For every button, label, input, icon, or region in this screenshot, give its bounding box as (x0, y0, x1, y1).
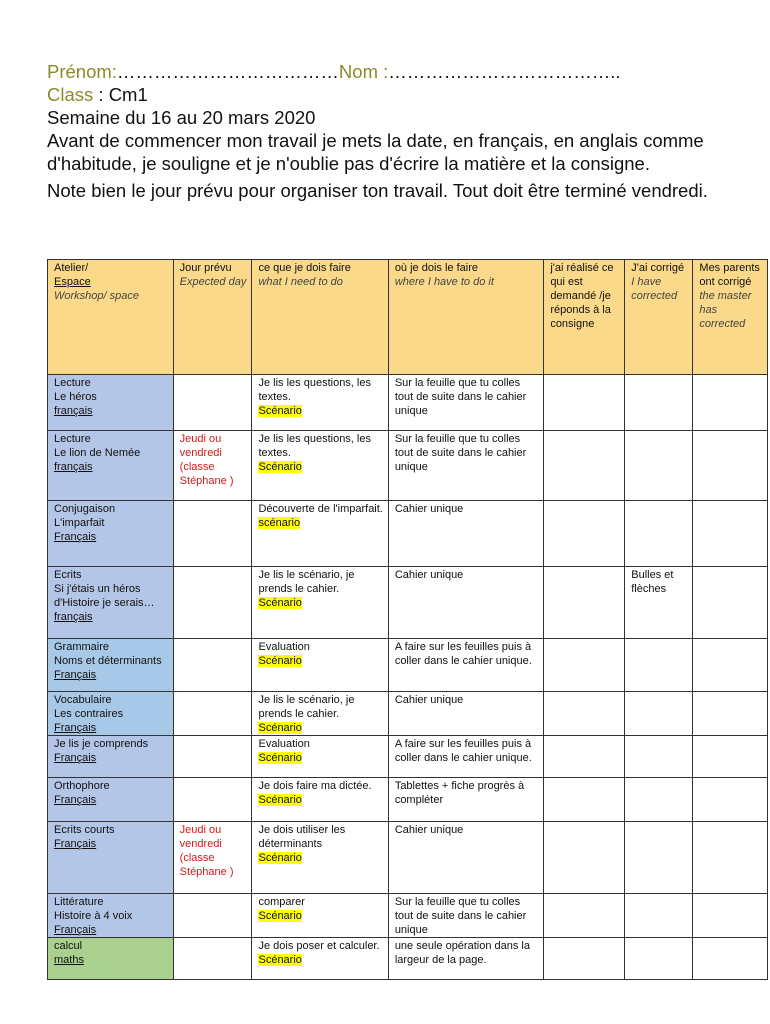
scenario-tag: Scénario (258, 752, 302, 764)
workshop-label: L'imparfait (54, 517, 105, 529)
parents-corrected-cell[interactable] (693, 567, 768, 639)
table-row (48, 639, 768, 692)
workshop-cell (48, 894, 174, 938)
subject-label: Français (54, 794, 97, 806)
where-cell: une seule opération dans la largeur de la page. (388, 938, 544, 980)
subject-label: Français (54, 924, 97, 936)
day-cell (173, 639, 252, 692)
header-where: où je dois le faire where I have to do it (388, 260, 544, 375)
table-row (48, 501, 768, 567)
todo-cell (252, 431, 388, 501)
header-todo: ce que je dois faire what I need to do (252, 260, 388, 375)
corrected-cell[interactable] (625, 778, 693, 822)
table-row (48, 938, 768, 980)
where-cell: A faire sur les feuilles puis à coller dans le cahier unique. (388, 736, 544, 778)
scenario-tag: Scénario (258, 910, 302, 922)
workshop-cell (48, 375, 174, 431)
todo-text: Découverte de l'imparfait. (258, 503, 383, 515)
where-cell: Tablettes + fiche progrès à compléter (388, 778, 544, 822)
worksheet-header (47, 60, 737, 202)
subject-label: français (54, 611, 93, 623)
todo-text: Evaluation (258, 641, 310, 653)
table-row (48, 778, 768, 822)
where-cell: Sur la feuille que tu colles tout de suite dans le cahier unique (388, 431, 544, 501)
workshop-label: Littérature (54, 896, 104, 908)
corrected-cell[interactable] (625, 431, 693, 501)
todo-cell (252, 501, 388, 567)
done-check-cell[interactable] (544, 501, 625, 567)
table-row (48, 822, 768, 894)
corrected-cell[interactable] (625, 938, 693, 980)
table-row (48, 375, 768, 431)
header-parents: Mes parents ont corrigé the master has corrected (693, 260, 768, 375)
todo-cell (252, 938, 388, 980)
todo-cell (252, 894, 388, 938)
day-cell: Jeudi ou vendredi (classe Stéphane ) (173, 822, 252, 894)
prenom-field[interactable]: ……………………………… (116, 61, 339, 82)
done-check-cell[interactable] (544, 692, 625, 736)
parents-corrected-cell[interactable] (693, 778, 768, 822)
parents-corrected-cell[interactable] (693, 938, 768, 980)
subject-label: Français (54, 722, 97, 734)
todo-cell (252, 375, 388, 431)
prenom-label: Prénom: (47, 61, 117, 82)
workshop-label: Vocabulaire (54, 694, 112, 706)
todo-cell (252, 692, 388, 736)
done-check-cell[interactable] (544, 778, 625, 822)
subject-label: Français (54, 531, 97, 543)
parents-corrected-cell[interactable] (693, 822, 768, 894)
subject-label: français (54, 461, 93, 473)
corrected-cell[interactable] (625, 639, 693, 692)
name-line (47, 60, 737, 83)
parents-corrected-cell[interactable] (693, 431, 768, 501)
day-cell (173, 375, 252, 431)
class-line (47, 83, 737, 106)
workshop-label: Le lion de Nemée (54, 447, 141, 459)
day-cell (173, 894, 252, 938)
done-check-cell[interactable] (544, 938, 625, 980)
day-cell (173, 938, 252, 980)
intro-paragraph: Avant de commencer mon travail je mets la date, en français, en anglais comme d'habitude, je souligne et je n'oublie pas d'écrire la matière et la consigne. (47, 130, 704, 174)
where-cell: Sur la feuille que tu colles tout de suite dans le cahier unique (388, 894, 544, 938)
todo-text: Je dois faire ma dictée. (258, 780, 372, 792)
workshop-label: Ecrits courts (54, 824, 115, 836)
subject-label: Français (54, 752, 97, 764)
corrected-cell[interactable] (625, 375, 693, 431)
week-line: Semaine du 16 au 20 mars 2020 (47, 107, 316, 128)
corrected-cell[interactable] (625, 692, 693, 736)
done-check-cell[interactable] (544, 431, 625, 501)
workshop-label: Le héros (54, 391, 97, 403)
parents-corrected-cell[interactable] (693, 501, 768, 567)
table-row (48, 567, 768, 639)
workshop-label: Noms et déterminants (54, 655, 162, 667)
where-cell: Cahier unique (388, 822, 544, 894)
class-separator: : (93, 84, 109, 105)
corrected-cell[interactable] (625, 894, 693, 938)
todo-cell (252, 639, 388, 692)
workshop-cell (48, 938, 174, 980)
done-check-cell[interactable] (544, 736, 625, 778)
parents-corrected-cell[interactable] (693, 736, 768, 778)
scenario-tag: Scénario (258, 954, 302, 966)
subject-label: Français (54, 838, 97, 850)
corrected-cell[interactable] (625, 822, 693, 894)
table-row (48, 736, 768, 778)
workshop-label: Les contraires (54, 708, 124, 720)
todo-cell (252, 822, 388, 894)
workshop-cell (48, 501, 174, 567)
workshop-label: Conjugaison (54, 503, 116, 515)
table-row (48, 431, 768, 501)
todo-text: Je lis le scénario, je prends le cahier. (258, 694, 355, 720)
where-cell: Cahier unique (388, 567, 544, 639)
corrected-cell[interactable]: Bulles et flèches (625, 567, 693, 639)
workshop-label: Je lis je comprends (54, 738, 149, 750)
header-workshop: Atelier/ Espace Workshop/ space (48, 260, 174, 375)
parents-corrected-cell[interactable] (693, 894, 768, 938)
todo-cell (252, 736, 388, 778)
header-day: Jour prévu Expected day (173, 260, 252, 375)
todo-cell (252, 567, 388, 639)
parents-corrected-cell[interactable] (693, 692, 768, 736)
workshop-cell (48, 431, 174, 501)
class-value: Cm1 (108, 84, 148, 105)
where-cell: Cahier unique (388, 501, 544, 567)
day-cell (173, 778, 252, 822)
header-corrected: J'ai corrigé I have corrected (625, 260, 693, 375)
note-paragraph: Note bien le jour prévu pour organiser ton travail. Tout doit être terminé vendredi. (47, 180, 708, 201)
workshop-label: Si j'étais un héros d'Histoire je serais… (54, 583, 155, 609)
day-cell: Jeudi ou vendredi (classe Stéphane ) (173, 431, 252, 501)
table-header-row (48, 260, 768, 375)
workshop-cell (48, 736, 174, 778)
table-row (48, 894, 768, 938)
scenario-tag: Scénario (258, 405, 302, 417)
workshop-cell (48, 692, 174, 736)
scenario-tag: Scénario (258, 597, 302, 609)
where-cell: A faire sur les feuilles puis à coller dans le cahier unique. (388, 639, 544, 692)
workshop-label: Histoire à 4 voix (54, 910, 133, 922)
scenario-tag: Scénario (258, 655, 302, 667)
todo-cell (252, 778, 388, 822)
parents-corrected-cell[interactable] (693, 375, 768, 431)
workshop-cell (48, 639, 174, 692)
nom-field[interactable]: ……………………………….. (388, 61, 621, 82)
workshop-cell (48, 567, 174, 639)
table-body (48, 375, 768, 980)
done-check-cell[interactable] (544, 822, 625, 894)
scenario-tag: Scénario (258, 722, 302, 734)
table-row (48, 692, 768, 736)
done-check-cell[interactable] (544, 567, 625, 639)
where-cell: Cahier unique (388, 692, 544, 736)
parents-corrected-cell[interactable] (693, 639, 768, 692)
todo-text: Je dois utiliser les déterminants (258, 824, 346, 850)
scenario-tag: scénario (258, 517, 301, 529)
work-plan-table (47, 259, 768, 980)
class-label: Class (47, 84, 94, 105)
workshop-label: calcul (54, 940, 83, 952)
day-cell (173, 736, 252, 778)
scenario-tag: Scénario (258, 461, 302, 473)
done-check-cell[interactable] (544, 639, 625, 692)
todo-text: comparer (258, 896, 305, 908)
subject-label: maths (54, 954, 84, 966)
todo-text: Je lis les questions, les textes. (258, 377, 371, 403)
done-check-cell[interactable] (544, 894, 625, 938)
day-cell (173, 567, 252, 639)
workshop-cell (48, 778, 174, 822)
scenario-tag: Scénario (258, 794, 302, 806)
day-cell (173, 692, 252, 736)
todo-text: Je lis les questions, les textes. (258, 433, 371, 459)
todo-text: Je lis le scénario, je prends le cahier. (258, 569, 355, 595)
day-cell (173, 501, 252, 567)
corrected-cell[interactable] (625, 736, 693, 778)
corrected-cell[interactable] (625, 501, 693, 567)
workshop-label: Grammaire (54, 641, 110, 653)
subject-label: Français (54, 669, 97, 681)
workshop-label: Ecrits (54, 569, 82, 581)
workshop-label: Orthophore (54, 780, 110, 792)
subject-label: français (54, 405, 93, 417)
nom-label: Nom : (338, 61, 389, 82)
workshop-cell (48, 822, 174, 894)
where-cell: Sur la feuille que tu colles tout de suite dans le cahier unique (388, 375, 544, 431)
scenario-tag: Scénario (258, 852, 302, 864)
header-done: j'ai réalisé ce qui est demandé /je réponds à la consigne (544, 260, 625, 375)
workshop-label: Lecture (54, 377, 91, 389)
todo-text: Evaluation (258, 738, 310, 750)
workshop-label: Lecture (54, 433, 91, 445)
todo-text: Je dois poser et calculer. (258, 940, 380, 952)
done-check-cell[interactable] (544, 375, 625, 431)
